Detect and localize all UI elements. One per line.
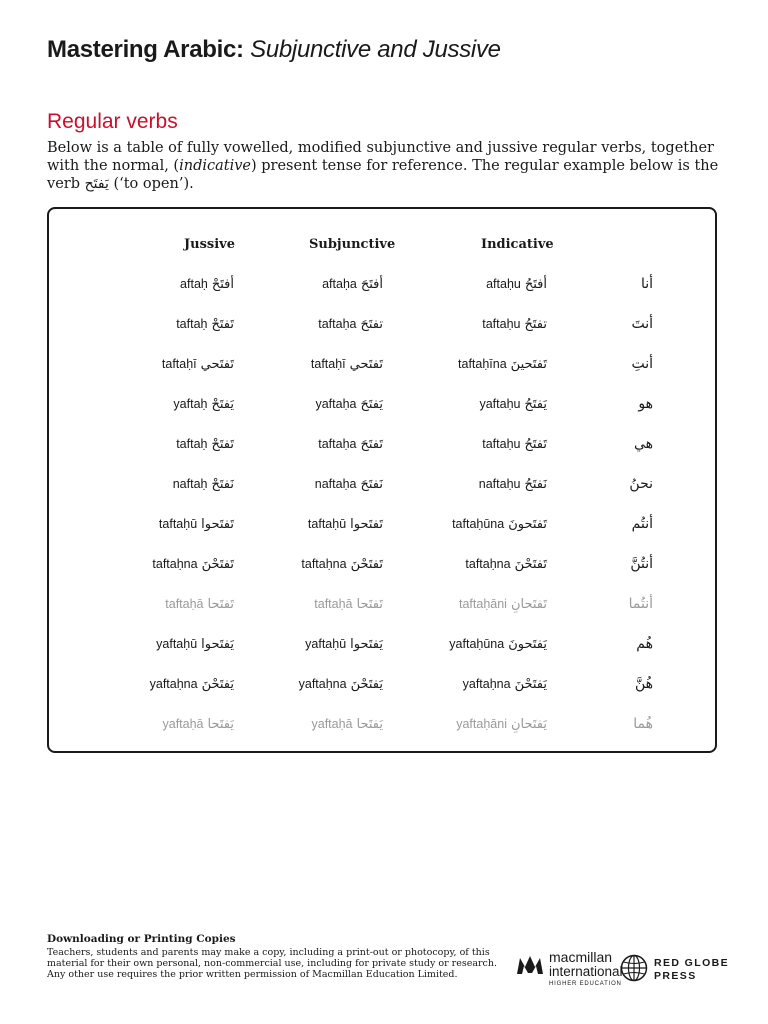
ind-arabic: تَفتَحانِ: [510, 597, 547, 612]
jus-arabic: تَفتَحْ: [211, 317, 234, 332]
sub-transliteration: naftaḥa: [314, 477, 357, 491]
ind-transliteration: taftaḥu: [482, 437, 521, 451]
sub-transliteration: yaftaḥū: [305, 637, 347, 651]
sub-transliteration: taftaḥā: [314, 597, 353, 611]
ind-cell: [482, 312, 547, 337]
sub-arabic: تَفتَحْنَ: [350, 557, 383, 572]
macmillan-wordmark: macmillan: [549, 949, 613, 965]
jus-arabic: تَفتَحْ: [211, 437, 234, 452]
jus-cell: [173, 392, 234, 417]
ind-transliteration: taftaḥna: [465, 557, 511, 571]
ind-transliteration: aftaḥu: [486, 277, 521, 291]
jus-arabic: تَفتَحي: [200, 357, 234, 372]
sub-cell: [308, 512, 383, 537]
sub-cell: [318, 312, 383, 337]
sub-arabic: تَفتَحي: [349, 357, 383, 372]
macmillan-higher-education: HIGHER EDUCATION: [549, 980, 622, 987]
jus-cell: [176, 312, 234, 337]
jus-transliteration: yaftaḥna: [149, 677, 198, 691]
sub-arabic: تَفتَحا: [356, 597, 383, 612]
ind-cell: [449, 632, 547, 657]
pronoun-cell: أنتِ: [631, 356, 653, 372]
ind-arabic: تَفتَحينَ: [510, 357, 547, 372]
pronoun-cell: هُما: [633, 716, 653, 732]
sub-arabic: يَفتَحوا: [350, 637, 383, 652]
conjugation-table: [47, 207, 717, 753]
sub-transliteration: taftaḥū: [307, 517, 347, 531]
ind-arabic: تفتَحُ: [524, 317, 547, 332]
intro-verb-arabic: يَفتَح: [84, 176, 109, 192]
ind-arabic: يَفتَحْنَ: [514, 677, 547, 692]
ind-transliteration: yaftaḥu: [479, 397, 521, 411]
sub-transliteration: aftaḥa: [322, 277, 357, 291]
sub-arabic: تفتَحَ: [360, 317, 383, 332]
jus-arabic: يَفتَحْنَ: [201, 677, 234, 692]
jus-transliteration: taftaḥī: [161, 357, 197, 371]
ind-cell: [456, 712, 547, 737]
pronoun-cell: أنتُنَّ: [630, 556, 653, 572]
sub-cell: [315, 392, 383, 417]
intro-part2: ) present tense for reference. The regular example below is the verb: [47, 158, 719, 192]
table-row: [49, 472, 715, 496]
table-row: [49, 312, 715, 336]
ind-cell: [465, 552, 547, 577]
ind-transliteration: naftaḥu: [478, 477, 521, 491]
red-globe-press-logo: [620, 954, 730, 984]
ind-transliteration: taftaḥīna: [458, 357, 507, 371]
jus-transliteration: yaftaḥū: [156, 637, 198, 651]
jus-cell: [163, 712, 235, 737]
ind-cell: [459, 592, 547, 617]
jus-transliteration: taftaḥā: [165, 597, 204, 611]
jus-transliteration: yaftaḥ: [173, 397, 208, 411]
pronoun-cell: هو: [638, 396, 653, 412]
table-row: [49, 632, 715, 656]
header-jussive: Jussive: [184, 237, 236, 252]
table-row: [49, 432, 715, 456]
jus-cell: [173, 472, 234, 497]
ind-cell: [479, 472, 547, 497]
sub-transliteration: yaftaḥā: [311, 717, 353, 731]
table-row: [49, 712, 715, 736]
jus-cell: [152, 552, 234, 577]
macmillan-m-icon: [516, 954, 544, 976]
sub-arabic: تَفتَحوا: [350, 517, 383, 532]
sub-arabic: يَفتَحا: [356, 717, 383, 732]
title-sub: Subjunctive and Jussive: [250, 36, 501, 63]
table-row: [49, 272, 715, 296]
jus-arabic: نَفتَحْ: [211, 477, 234, 492]
ind-arabic: أفتَحُ: [524, 277, 547, 292]
ind-transliteration: yaftaḥūna: [449, 637, 505, 651]
ind-arabic: نَفتَحُ: [524, 477, 547, 492]
jus-arabic: تَفتَحا: [207, 597, 234, 612]
sub-arabic: يَفتَحَ: [360, 397, 383, 412]
title-main: Mastering Arabic:: [47, 36, 244, 63]
intro-part3: (‘to open’).: [108, 176, 194, 192]
sub-arabic: أفتَحَ: [360, 277, 383, 292]
ind-transliteration: yaftaḥna: [462, 677, 511, 691]
sub-transliteration: taftaḥna: [301, 557, 347, 571]
table-row: [49, 552, 715, 576]
intro-paragraph: [47, 139, 737, 193]
table-row: [49, 392, 715, 416]
page-title: [47, 36, 501, 64]
section-title: Regular verbs: [47, 110, 178, 133]
jus-cell: [150, 672, 234, 697]
ind-transliteration: taftaḥāni: [459, 597, 507, 611]
pronoun-cell: هي: [633, 436, 653, 452]
jus-cell: [159, 512, 234, 537]
jus-transliteration: yaftaḥā: [162, 717, 204, 731]
header-subjunctive: Subjunctive: [309, 237, 396, 252]
jus-arabic: أفتَحْ: [211, 277, 234, 292]
jus-transliteration: aftaḥ: [180, 277, 208, 291]
pronoun-cell: نحنُ: [629, 476, 653, 492]
rgp-line-1: RED GLOBE: [654, 957, 730, 969]
sub-arabic: يَفتَحْنَ: [350, 677, 383, 692]
jus-cell: [156, 632, 234, 657]
ind-arabic: تَفتَحونَ: [508, 517, 547, 532]
ind-arabic: تَفتَحْنَ: [514, 557, 547, 572]
jus-cell: [176, 432, 234, 457]
sub-cell: [322, 272, 383, 297]
sub-cell: [311, 352, 383, 377]
ind-cell: [486, 272, 547, 297]
jus-transliteration: taftaḥ: [176, 317, 208, 331]
table-row: [49, 512, 715, 536]
ind-transliteration: taftaḥūna: [452, 517, 505, 531]
jus-transliteration: taftaḥ: [176, 437, 208, 451]
pronoun-cell: أنا: [640, 276, 653, 292]
ind-cell: [458, 352, 547, 377]
globe-icon: [620, 954, 648, 982]
ind-arabic: يَفتَحونَ: [508, 637, 547, 652]
jus-cell: [162, 352, 234, 377]
jus-arabic: يَفتَحوا: [201, 637, 234, 652]
sub-transliteration: taftaḥa: [318, 317, 357, 331]
header-indicative: Indicative: [481, 237, 554, 252]
sub-cell: [299, 672, 383, 697]
jus-cell: [165, 592, 234, 617]
ind-arabic: يَفتَحانِ: [510, 717, 547, 732]
sub-transliteration: yaftaḥa: [315, 397, 357, 411]
ind-transliteration: yaftaḥāni: [456, 717, 507, 731]
ind-cell: [452, 512, 547, 537]
ind-arabic: يَفتَحُ: [524, 397, 547, 412]
sub-cell: [315, 472, 383, 497]
pronoun-cell: هُنَّ: [634, 676, 653, 692]
jus-arabic: يَفتَحا: [207, 717, 234, 732]
sub-arabic: نَفتَحَ: [360, 477, 383, 492]
table-row: [49, 592, 715, 616]
sub-cell: [318, 432, 383, 457]
footer-line-2: material for their own personal, non-commercial use, including for private study or research.: [47, 958, 497, 969]
sub-transliteration: yaftaḥna: [298, 677, 347, 691]
macmillan-logo: [516, 949, 626, 987]
pronoun-cell: هُم: [636, 636, 653, 652]
table-row: [49, 672, 715, 696]
jus-arabic: تَفتَحْنَ: [201, 557, 234, 572]
rgp-line-2: PRESS: [654, 970, 697, 982]
intro-italic: indicative: [179, 158, 251, 174]
table-row: [49, 352, 715, 376]
ind-transliteration: taftaḥu: [482, 317, 521, 331]
footer-heading: Downloading or Printing Copies: [47, 933, 236, 945]
footer-notice: [47, 934, 507, 980]
sub-cell: [301, 552, 383, 577]
jus-transliteration: taftaḥū: [158, 517, 198, 531]
sub-cell: [314, 592, 383, 617]
pronoun-cell: أنتَ: [631, 316, 653, 332]
sub-cell: [312, 712, 384, 737]
sub-arabic: تَفتَحَ: [360, 437, 383, 452]
pronoun-cell: أنتُما: [628, 596, 653, 612]
sub-transliteration: taftaḥa: [318, 437, 357, 451]
footer-line-3: Any other use requires the prior written permission of Macmillan Education Limited.: [47, 969, 458, 980]
jus-transliteration: taftaḥna: [152, 557, 198, 571]
sub-transliteration: taftaḥī: [310, 357, 346, 371]
footer-line-1: Teachers, students and parents may make a copy, including a print-out or photocopy, of this: [47, 947, 490, 958]
macmillan-international: international: [549, 964, 623, 979]
jus-arabic: يَفتَحْ: [211, 397, 234, 412]
pronoun-cell: أنتُم: [631, 516, 653, 532]
jus-arabic: تَفتَحوا: [201, 517, 234, 532]
ind-cell: [479, 392, 547, 417]
ind-arabic: تَفتَحُ: [524, 437, 547, 452]
ind-cell: [482, 432, 547, 457]
jus-transliteration: naftaḥ: [172, 477, 208, 491]
jus-cell: [180, 272, 234, 297]
sub-cell: [305, 632, 383, 657]
intro-part1: Below is a table of fully vowelled, modified subjunctive and jussive regular verbs, together with the normal, (: [47, 140, 714, 174]
ind-cell: [463, 672, 547, 697]
